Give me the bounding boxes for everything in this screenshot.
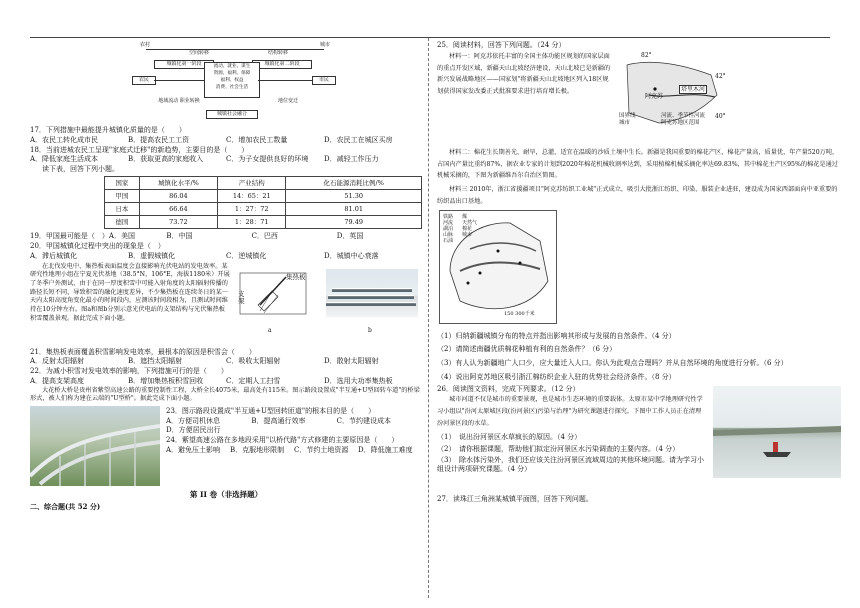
q25-subq4: （4）说出阿克苏地区吸引浙江棉纺织企业入驻的优势社会经济条件。（8 分） [437,372,676,381]
section-two-heading: 二、综合题(共 52 分) [30,502,101,512]
xinjiang-map-drawing [440,211,556,323]
q21-option-a: A．反射太阳辐射 [30,357,85,366]
flow-stage1: 城镇化第一阶段 [154,60,214,69]
table-cell: 51.30 [286,189,422,202]
q20-stem: 20．甲国城镇化过程中突出的现象是（ ） [30,242,165,250]
map-legend-2 [661,113,705,127]
legend-item: 煤 [462,213,468,220]
flow-arrow-left [154,80,204,81]
table-cell: 73.72 [139,216,217,229]
flow-citizen: 市民 [312,76,336,85]
panel-label: 集热板 [286,272,306,281]
q24-options [166,446,422,455]
bridge-text: 大花桥大桥是贵州省紫望高速公路的重要控制性工程，大桥全长4075米，最高处有115米。图示路段设置成"半互通+U型回转车道"的桥梁形式，被人们称为建在云端的"U型桥"。据此完成下面小题。 [30,386,420,403]
q26-text: 城市河道不仅是城市的重要景观，也是城市生态环境的重要载体。太原市某中学地理研究性学习小组以"汾河太原城区段(汾河景区)污染与治理"为研究课题进行探究。下图中工作人员正在清理汾河景区段的水草。 [437,396,703,427]
q17-option-b: B．提高农民工工资 [128,135,190,144]
header-rule [30,37,830,38]
q22-option-b: B．增加集热板积雪回收 [128,376,204,385]
table-cell: 86.04 [139,189,217,202]
table-header: 产业结构 [218,176,286,189]
q25-material1: 材料一：阿克苏依托丰富的全国主体功能区规划的国家层面的重点开发区域，新疆天山北坡经济建设，天山北坡已是新疆的新兴发展战略地区——国家划"将新疆天山北坡地区列入18区规划获得国家发改委正式批准要求进行培育增长极。 [437,52,611,96]
q24-option-b: B．克服地形限制 [230,445,285,454]
q24-stem: 24．紫望高速公路在多地段采用"以桥代路"方式修建的主要原因是（ ） [166,436,399,445]
boat-icon [713,386,841,478]
legend-item: 城市 [462,231,473,238]
q22-option-a: A．提高支架高度 [30,376,85,385]
flow-integration: 城镇社会融合 [206,110,258,119]
q21-option-d: D．散射太阳辐射 [324,357,379,366]
q26-stem: 26．阅读图文资料，完成下列要求。（12 分） [437,384,580,393]
q22-options [30,377,422,386]
q25-subq3: （3）有人认为新疆地广人口少，应大量迁入人口。你认为此观点合理吗？并从自然环境的角度进行分析。（6 分） [437,359,788,368]
q20-options [30,252,422,261]
table-header-row [105,176,422,189]
q25-subq1: （1）归纳新疆城镇分布的特点并指出影响其形成与发展的自然条件。（4 分） [437,331,676,340]
q26-text-block [437,394,705,473]
table-cell: 79.49 [286,216,422,229]
q23-option-d: D．方便居民出行 [166,426,221,435]
q21-stem: 21．集热板表面覆盖积雪影响发电效率，最根本的原因是积雪会（ ） [30,347,256,356]
q18-option-b: B．获取更高的家庭收入 [128,155,204,164]
bridge-photo [30,406,160,486]
table-header: 城镇化水平/% [139,176,217,189]
flow-mid3: 福利、权益 [220,78,244,83]
flow-urban: 城市 [312,42,338,49]
flow-space: 空间转移 [174,50,224,57]
q25-stem: 25．阅读材料，回答下列问题。（24 分） [437,41,566,49]
flow-land: 地域流动 职业转换 [146,98,212,105]
table-cell: 81.01 [286,203,422,216]
table-cell: 日本 [105,203,140,216]
q21-option-b: B．遮挡太阳辐射 [128,357,183,366]
q26-block [437,394,842,494]
table-cell: 1：27：72 [218,203,286,216]
q23-option-c: C．节约建设成本 [336,416,392,425]
snow-panels-photo [326,269,418,317]
legend-item: 棉花 [462,225,473,232]
country-table [104,176,422,230]
q22-option-c: C．定期人工扫雪 [226,376,281,385]
river-cleanup-photo [713,386,841,478]
table-cell: 甲国 [105,189,140,202]
flow-mid1: 流动、就业、谋生 [213,64,251,69]
map-lat1-label: 42° [715,72,726,80]
map-legend [619,113,636,127]
legend-city: 城市 [619,119,631,126]
table-row [105,203,422,216]
flow-structure: 结构转移 [258,50,298,57]
map-lon-label: 82° [641,51,652,59]
q20-option-d: D．城镇中心衰落 [324,251,379,260]
table-cell: 14：65：21 [218,189,286,202]
q21-options [30,357,422,366]
q17-options [30,136,422,145]
flow-middle-box [204,62,260,98]
q25-material2: 材料二：棉花生长期善光，耐旱，总灌，适宜在温暖的沙质土壤中生长。新疆是我国重要的棉花产区，棉花产量高，质量优，年产量520万吨，占国内产量比重约87%，据农业专家的计划到2020年棉花机械收割率达到，采用植棉机械采摘化率达69.83%，其中棉花主产区95%的棉花是通过机械采摘的，下图为新疆维吾尔自治区简图。 [437,148,839,180]
table-cell: 德国 [105,216,140,229]
q25-material3: 材料三 2010年，浙江省援疆项目"阿克苏纺织工业城"正式成立，吸引大批浙江纺织、印染、服装企业进驻，建设成为国家西部面向中亚重要的纺织品出口基地。 [437,186,838,205]
legend-river: 河流、季节性河流 [661,112,706,119]
right-column [437,40,842,505]
q18-stem: 18．当前进城农民工呈现"家庭式迁移"的新趋势，主要目的是（ ） [30,145,249,154]
part-two-title: 第 II 卷（非选择题） [189,489,263,499]
solar-figures [238,269,418,339]
flow-mid4: 消费、社会生活 [215,85,249,90]
q26-subq3: （3） 除水体污染外，我们还应该关注汾河景区流域周边的其他环境问题。请为学习小组设计两项研究课题。（4 分） [437,456,704,473]
q18-option-d: D．减轻工作压力 [324,155,379,164]
left-column [30,40,422,512]
column-divider [428,38,429,598]
q17-option-a: A．农民工转化成市民 [30,135,99,144]
xinjiang-map [439,210,557,324]
figure-b-label: b [368,326,372,334]
q23-options [166,417,422,426]
solar-panel-section [30,263,422,347]
q19-stem: 19．甲国最可能是（ ）A．美国 [30,232,135,241]
q17-stem: 17．下列措施中最能提升城镇化质量的是（ ） [30,126,186,134]
q26-subq1: （1） 说出汾河景区水草疯长的原因。（4 分） [437,432,582,441]
legend-item: 山脉 [443,231,454,238]
table-cell: 1：28：71 [218,216,286,229]
q18-options [30,155,422,164]
xinjiang-legend-2 [462,214,477,238]
q19-option-c: C．巴西 [251,232,278,241]
q18-option-c: C．为子女提供良好的环境 [226,155,309,164]
bridge-section [30,406,422,486]
q22-stem: 22．为减小积雪对发电效率的影响，下列措施可行的是（ ） [30,367,228,375]
figure-a-label: a [268,326,272,334]
legend-item: 天然气 [462,219,478,226]
legend-item: 湖泊 [443,225,454,232]
q18-option-a: A．降低家庭生活成本 [30,155,99,164]
table-cell: 66.64 [139,203,217,216]
flow-farmer: 农民 [132,76,156,85]
q27-stem: 27．读珠江三角洲某城镇平面图，回答下列问题。 [437,495,593,504]
table-row [105,216,422,229]
support-label: 支架 [238,289,245,305]
bridge-icon [30,406,160,486]
q17-option-d: D．农民工在城区买房 [324,135,393,144]
q23-stem: 23．图示路段设置成"半互通+U型回转匝道"的根本目的是（ ） [166,406,376,415]
map-tarim-label: 塔里木河 [681,85,706,93]
q24-option-d: D．降低施工难度 [358,445,413,454]
aksu-map [619,51,726,133]
q26-subq2: （2） 请你根据课题，帮助他们拟定汾河景区水污染调查的主要内容。（4 分） [437,444,680,453]
q17-option-c: C．增加农民工数量 [226,135,288,144]
q23-option-a: A．方便司机休息 [166,416,221,425]
q20-option-b: B．虚假城镇化 [128,251,176,260]
map-lat2-label: 40° [715,112,726,120]
flow-arrow-right [258,80,312,81]
urbanization-flow-diagram [130,40,340,120]
q25-subq2: （2）请简述南疆优质棉花种植有利的自然条件？（6 分） [437,345,617,354]
q24-option-a: A．避免压土影响 [166,445,221,454]
table-header: 国家 [105,176,140,189]
q20-option-a: A．滞后城镇化 [30,251,78,260]
q19-line [30,232,422,241]
solar-text: 在北伐发电中，集热板表面温度会直接影响光伏电站的发电效率。某研究性地理小组在宁夏光伏基地（38.5°N，106°E，海拔1180米）开展了冬季户外测试，由于在同一厚度积雪中可能入射角度的太阳辐射传播的路径长短不同，导致积雪的融化速度差异，不少集热板在连续冬日的某一天内太阳高度角变化最小的时间段内，应测该时间段相为，且测试时间维持在10分钟左右。图a和图b分别示意光伏电站的支架结构与光伏集热板积雪覆盖景观。据此完成下面小题。 [30,262,230,322]
table-intro: 读下表，回答下列小题。 [42,165,119,173]
q23-option-b: B．提高通行效率 [251,416,306,425]
q20-option-c: C．逆城镇化 [226,251,267,260]
table-row [105,189,422,202]
xinjiang-map-block [437,210,842,328]
flow-place: 地位变迁 [268,98,308,105]
q24-option-c: C．节约土地资源 [294,445,349,454]
legend-item: 河流 [443,219,454,226]
map-aksu-label: 阿克苏 [645,92,664,100]
q25-material1-block [437,51,842,147]
flow-rural: 农村 [132,42,158,49]
legend-item: 铁路 [443,213,454,220]
q23-q24-block [166,406,422,486]
legend-border: 国界线 [619,112,636,119]
flow-top-arrow [146,49,324,50]
table-header: 化石能源消耗比例/% [286,176,422,189]
flow-mid2: 资源、福利、保障 [213,71,251,76]
legend-item: 石油 [443,237,454,244]
q22-option-d: D．选用大功率集热板 [324,376,393,385]
xinjiang-legend [443,214,453,244]
map-scale: 150 300千米 [504,310,535,317]
q19-option-d: D．英国 [336,232,364,241]
q19-option-b: B．中国 [166,232,193,241]
flow-stage2: 城镇化第二阶段 [252,60,312,69]
legend-area: 阿克苏地区范围 [661,119,700,126]
q21-option-c: C．吸收太阳辐射 [226,357,281,366]
panel-rows-icon [326,269,418,317]
